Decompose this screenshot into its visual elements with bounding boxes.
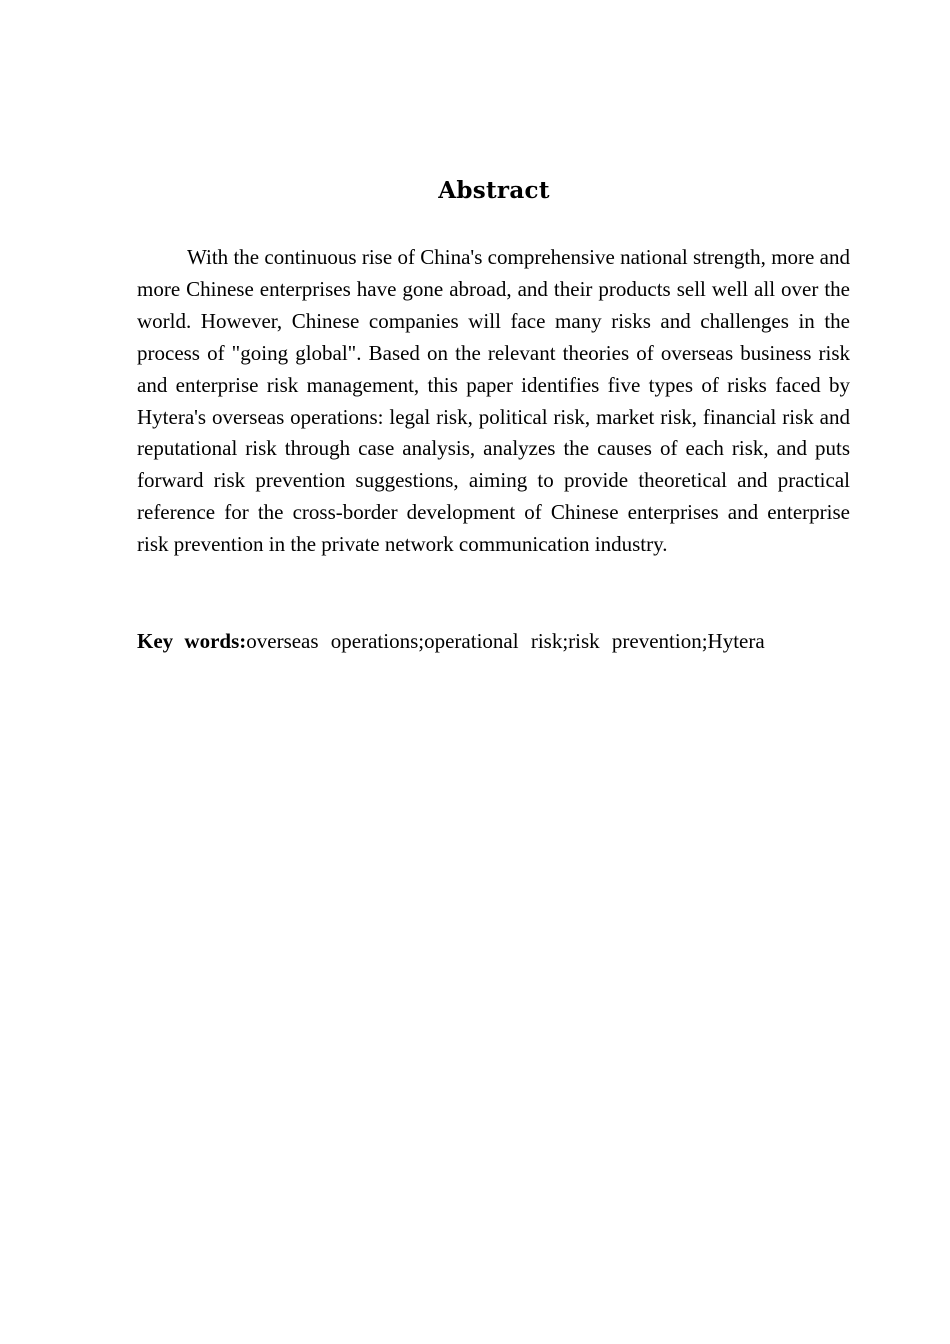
abstract-paragraph: With the continuous rise of China's comprehensive national strength, more and more Chinese enterprises have gone abroad, and their products sell well all over the world. However, Chinese companies will face many risks and challenges in the process of "going global". Based on the relevant theories of overseas business risk and enterprise risk management, this paper identifies five types of risks faced by Hytera's overseas operations: legal risk, political risk, market risk, financial risk and reputational risk through case analysis, analyzes the causes of each risk, and puts forward risk prevention suggestions, aiming to provide theoretical and practical reference for the cross-border development of Chinese enterprises and enterprise risk prevention in the private network communication industry. bbox=[137, 245, 850, 557]
abstract-title: Abstract bbox=[438, 177, 550, 204]
keywords-label: Key words: bbox=[137, 629, 247, 653]
keywords-line bbox=[137, 625, 850, 657]
keywords-values: overseas operations;operational risk;risk prevention;Hytera bbox=[246, 629, 765, 653]
